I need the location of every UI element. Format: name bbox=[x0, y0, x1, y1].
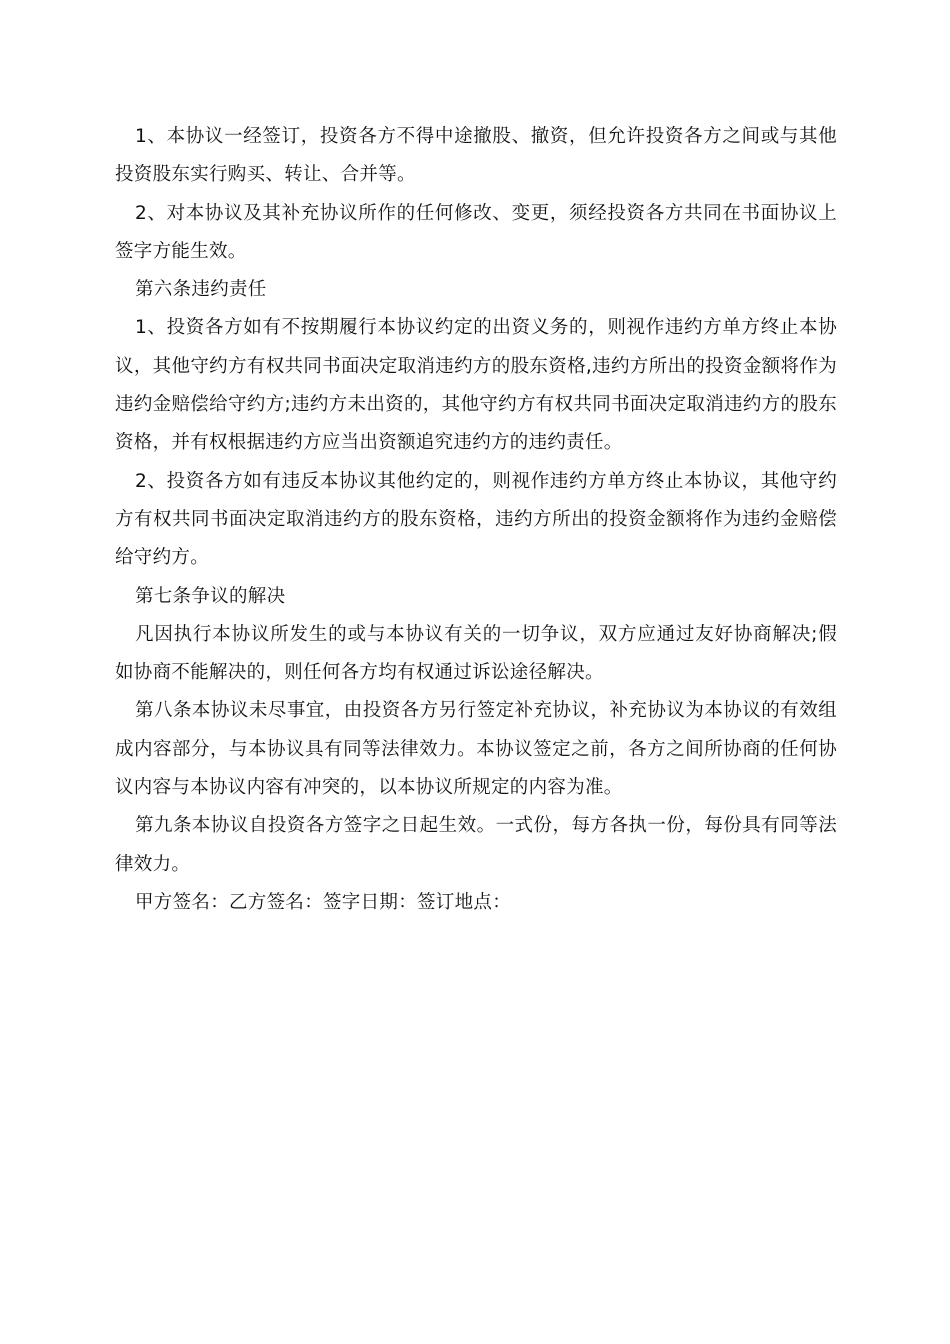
section-heading: 第七条争议的解决 bbox=[135, 585, 286, 607]
section-heading: 第六条违约责任 bbox=[135, 279, 267, 301]
clause-paragraph: 凡因执行本协议所发生的或与本协议有关的一切争议，双方应通过友好协商解决;假如协商不能解决的，则任何各方均有权通过诉讼途径解决。 bbox=[115, 623, 837, 684]
clause-paragraph: 第九条本协议自投资各方签字之日起生效。一式份，每方各执一份，每份具有同等法律效力。 bbox=[115, 815, 837, 875]
clause-paragraph: 1、本协议一经签订，投资各方不得中途撤股、撤资，但允许投资各方之间或与其他投资股东实行购买、转让、合并等。 bbox=[115, 126, 837, 186]
clause-paragraph: 2、对本协议及其补充协议所作的任何修改、变更，须经投资各方共同在书面协议上签字方能生效。 bbox=[115, 202, 837, 262]
clause-paragraph: 第八条本协议未尽事宜，由投资各方另行签定补充协议，补充协议为本协议的有效组成内容部分，与本协议具有同等法律效力。本协议签定之前，各方之间所协商的任何协议内容与本协议内容有冲突的，以本协议所规定的内容为准。 bbox=[115, 700, 837, 799]
clause-paragraph: 2、投资各方如有违反本协议其他约定的，则视作违约方单方终止本协议，其他守约方有权共同书面决定取消违约方的股东资格，违约方所出的投资金额将作为违约金赔偿给守约方。 bbox=[115, 470, 837, 569]
clause-paragraph: 1、投资各方如有不按期履行本协议约定的出资义务的，则视作违约方单方终止本协议，其他守约方有权共同书面决定取消违约方的股东资格,违约方所出的投资金额将作为违约金赔偿给守约方;违约方未出资的，其他守约方有权共同书面决定取消违约方的股东资格，并有权根据违约方应当出资额追究违约方的违约责任。 bbox=[115, 317, 837, 454]
document-body bbox=[115, 118, 837, 922]
signature-line: 甲方签名：乙方签名：签字日期：签订地点： bbox=[135, 891, 512, 913]
